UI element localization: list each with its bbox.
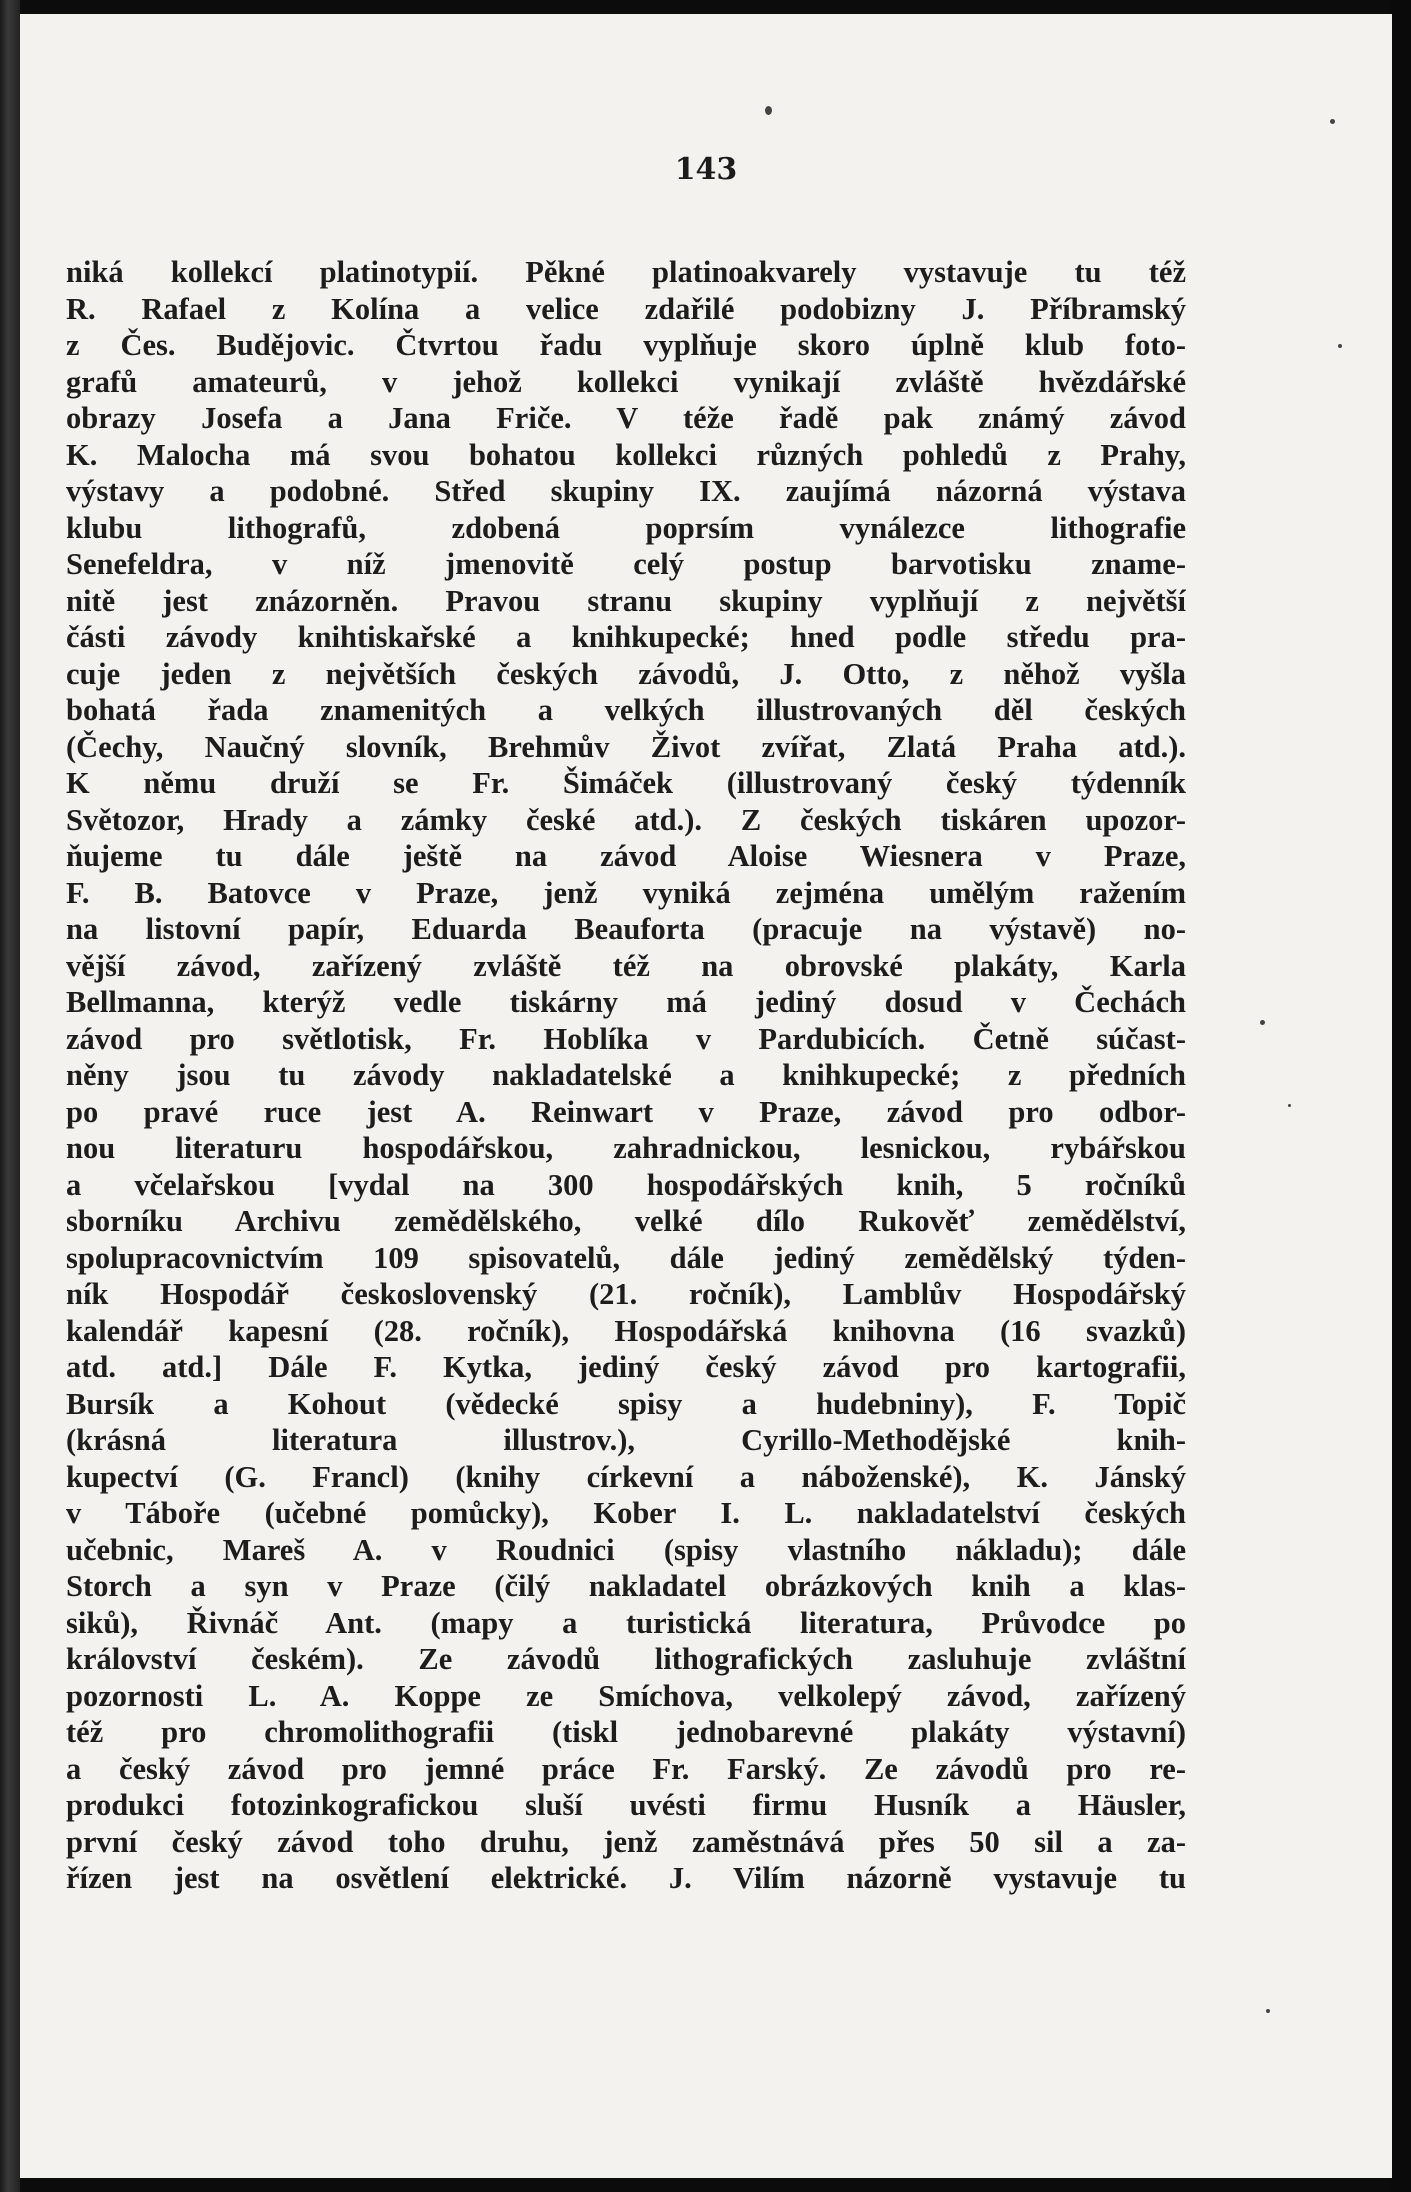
text-line: (krásná literatura illustrov.), Cyrillo-Methodějské knih- [66,1423,1186,1457]
text-line: bohatá řada znamenitých a velkých illustrovaných děl českých [66,693,1186,727]
text-line: vější závod, zařízený zvláště též na obrovské plakáty, Karla [66,948,1186,983]
text-line: ňujeme tu dále ještě na závod Aloise Wiesnera v Praze, [66,839,1186,873]
text-line: první český závod toho druhu, jenž zaměstnává přes 50 sil a za- [66,1824,1186,1859]
text-line: a český závod pro jemné práce Fr. Farský. Ze závodů pro re- [66,1751,1186,1786]
text-line: grafů amateurů, v jehož kollekci vynikají zvláště hvězdářské [66,364,1186,399]
text-line: sborníku Archivu zemědělského, velké dílo Rukověť zemědělství, [66,1204,1186,1238]
text-line: (Čechy, Naučný slovník, Brehmův Život zvířat, Zlatá Praha atd.). [66,729,1186,764]
text-line: K. Malocha má svou bohatou kollekci různých pohledů z Prahy, [66,437,1186,472]
page-number: 143 [674,152,738,187]
dust-speck [1260,1020,1265,1025]
body-text [66,254,1186,1897]
dust-speck [765,106,772,115]
text-line: části závody knihtiskařské a knihkupecké; hned podle středu pra- [66,620,1186,654]
book-page [20,14,1392,2178]
text-line: kalendář kapesní (28. ročník), Hospodářská knihovna (16 svazků) [66,1313,1186,1348]
text-line: Bellmanna, kterýž vedle tiskárny má jediný dosud v Čechách [66,985,1186,1019]
text-line: řízen jest na osvětlení elektrické. J. Vilím názorně vystavuje tu [66,1861,1186,1895]
text-line: klubu lithografů, zdobená poprsím vynálezce lithografie [66,510,1186,545]
text-line: po pravé ruce jest A. Reinwart v Praze, závod pro odbor- [66,1094,1186,1129]
text-line: cuje jeden z největších českých závodů, J. Otto, z něhož vyšla [66,656,1186,691]
text-line: produkci fotozinkografickou sluší uvésti firmu Husník a Häusler, [66,1788,1186,1822]
text-line: z Čes. Budějovic. Čtvrtou řadu vyplňuje skoro úplně klub foto- [66,328,1186,362]
text-line: pozornosti L. A. Koppe ze Smíchova, velkolepý závod, zařízený [66,1678,1186,1713]
text-line: nou literaturu hospodářskou, zahradnickou, lesnickou, rybářskou [66,1131,1186,1165]
text-line: siků), Řivnáč Ant. (mapy a turistická literatura, Průvodce po [66,1605,1186,1640]
book-spine-edge [0,0,20,2192]
text-line: obrazy Josefa a Jana Friče. V téže řadě pak známý závod [66,401,1186,435]
text-line: kupectví (G. Francl) (knihy církevní a náboženské), K. Jánský [66,1459,1186,1494]
text-line: a včelařskou [vydal na 300 hospodářských knih, 5 ročníků [66,1167,1186,1202]
text-line: Senefeldra, v níž jmenovitě celý postup barvotisku zname- [66,547,1186,581]
text-line: na listovní papír, Eduarda Beauforta (pracuje na výstavě) no- [66,912,1186,946]
text-line: závod pro světlotisk, Fr. Hoblíka v Pardubicích. Četně súčast- [66,1021,1186,1056]
text-line: F. B. Batovce v Praze, jenž vyniká zejména umělým ražením [66,875,1186,910]
text-line: Světozor, Hrady a zámky české atd.). Z českých tiskáren upozor- [66,802,1186,837]
text-line: nitě jest znázorněn. Pravou stranu skupiny vyplňují z největší [66,583,1186,618]
text-line: atd. atd.] Dále F. Kytka, jediný český závod pro kartografii, [66,1350,1186,1384]
text-line: něny jsou tu závody nakladatelské a knihkupecké; z předních [66,1058,1186,1092]
text-line: v Táboře (učebné pomůcky), Kober I. L. nakladatelství českých [66,1496,1186,1530]
text-line: K němu druží se Fr. Šimáček (illustrovaný český týdenník [66,766,1186,800]
text-line: Storch a syn v Praze (čilý nakladatel obrázkových knih a klas- [66,1569,1186,1603]
text-line: spolupracovnictvím 109 spisovatelů, dále jediný zemědělský týden- [66,1240,1186,1275]
text-line: R. Rafael z Kolína a velice zdařilé podobizny J. Příbramský [66,291,1186,326]
text-line: království českém). Ze závodů lithografických zasluhuje zvláštní [66,1642,1186,1676]
text-line: učebnic, Mareš A. v Roudnici (spisy vlastního nákladu); dále [66,1532,1186,1567]
dust-speck [1338,344,1342,348]
text-line: též pro chromolithografii (tiskl jednobarevné plakáty výstavní) [66,1715,1186,1749]
dust-speck [1330,119,1335,124]
text-line: ník Hospodář československý (21. ročník), Lamblův Hospodářský [66,1277,1186,1311]
scan-right-border [1391,0,1411,2192]
text-line: niká kollekcí platinotypií. Pěkné platinoakvarely vystavuje tu též [66,255,1186,289]
text-line: výstavy a podobné. Střed skupiny IX. zaujímá názorná výstava [66,474,1186,508]
dust-speck [1288,1104,1291,1107]
text-line: Bursík a Kohout (vědecké spisy a hudebniny), F. Topič [66,1386,1186,1421]
dust-speck [1266,2009,1270,2013]
